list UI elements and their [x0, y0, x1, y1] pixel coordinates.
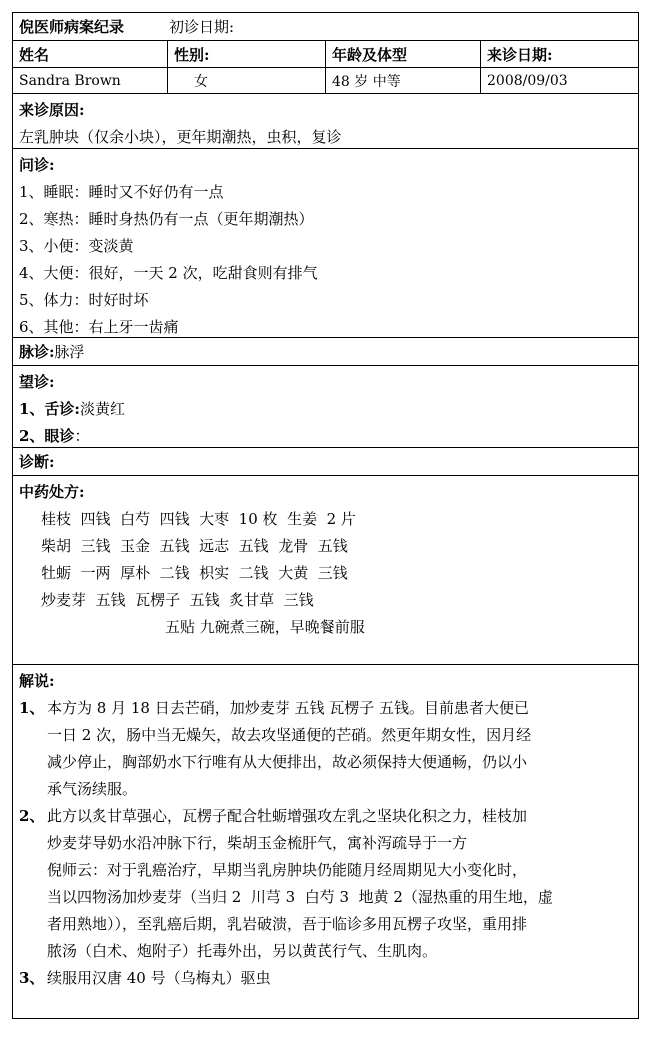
first-visit-date-label: 初诊日期:: [169, 18, 235, 36]
patient-age-build: 48 岁 中等: [326, 68, 481, 93]
diagnosis-section: [12, 448, 639, 476]
title-row: [12, 12, 639, 41]
explanation-number: 1、: [19, 699, 45, 717]
inquiry-item: 4、大便：很好，一天 2 次，吃甜食则有排气: [19, 264, 318, 282]
explanation-line: 减少停止，胸部奶水下行唯有从大便排出，故必须保持大便通畅，仍以小: [47, 753, 528, 771]
reason-label: 来诊原因:: [19, 101, 85, 119]
explanation-label: 解说:: [19, 672, 55, 690]
inquiry-item: 6、其他：右上牙一齿痛: [19, 318, 179, 336]
explanation-line: 者用熟地）），至乳癌后期，乳岩破溃，吾于临诊多用瓦楞子攻坚，重用排: [47, 915, 528, 933]
prescription-line: 柴胡 三钱 玉金 五钱 远志 五钱 龙骨 五钱: [41, 537, 348, 555]
prescription-line: 牡蛎 一两 厚朴 二钱 枳实 二钱 大黄 三钱: [41, 564, 348, 582]
explanation-line: 脓汤（白术、炮附子）托毒外出，另以黄芪行气、生肌肉。: [47, 942, 438, 960]
pulse-label: 脉诊:: [19, 343, 55, 361]
eye-label: 2、眼诊: [19, 427, 75, 445]
inquiry-item: 5、体力：时好时坏: [19, 291, 149, 309]
pulse-section: [12, 338, 639, 366]
reason-text: 左乳肿块（仅余小块），更年期潮热，虫积，复诊: [19, 128, 342, 146]
explanation-line: 倪师云：对于乳癌治疗，早期当乳房肿块仍能随月经周期见大小变化时，: [47, 861, 528, 879]
patient-name: Sandra Brown: [13, 68, 168, 93]
explanation-section: [12, 665, 639, 1019]
explanation-line: 续服用汉唐 40 号（乌梅丸）驱虫: [47, 969, 271, 987]
prescription-line: 桂枝 四钱 白芍 四钱 大枣 10 枚 生姜 2 片: [41, 510, 356, 528]
explanation-line: 承气汤续服。: [47, 780, 138, 798]
explanation-item-1: [19, 695, 632, 803]
explanation-number: 3、: [19, 969, 45, 987]
observation-section: [12, 366, 639, 448]
case-record-sheet: [12, 12, 639, 1019]
inquiry-item: 3、小便：变淡黄: [19, 237, 134, 255]
observation-label: 望诊:: [19, 373, 55, 391]
info-header-row: [12, 41, 639, 68]
reason-section: [12, 94, 639, 149]
diagnosis-label: 诊断:: [19, 453, 55, 471]
explanation-number: 2、: [19, 807, 45, 825]
name-header: 姓名: [13, 41, 168, 67]
explanation-item-3: [19, 965, 632, 992]
age-build-header: 年龄及体型: [326, 41, 481, 67]
inquiry-item: 1、睡眠：睡时又不好仍有一点: [19, 183, 224, 201]
explanation-line: 一日 2 次，肠中当无燥矢，故去攻坚通便的芒硝。然更年期女性，因月经: [47, 726, 532, 744]
info-value-row: [12, 68, 639, 94]
gender-header: 性别:: [168, 41, 326, 67]
tongue-label: 1、舌诊:: [19, 400, 80, 418]
visit-date: 2008/09/03: [487, 72, 568, 89]
explanation-line: 此方以炙甘草强心，瓦楞子配合牡蛎增强攻左乳之坚块化积之力，桂枝加: [47, 807, 528, 825]
patient-gender: 女: [168, 68, 326, 93]
eye-text: ：: [74, 427, 90, 445]
prescription-label: 中药处方:: [19, 483, 85, 501]
explanation-line: 当以四物汤加炒麦芽（当归 2 川芎 3 白芍 3 地黄 2（湿热重的用生地，虚: [47, 888, 553, 906]
visit-date-header: 来诊日期:: [487, 45, 553, 64]
prescription-instructions: 五贴 九碗煮三碗，早晚餐前服: [165, 618, 365, 636]
tongue-text: 淡黄红: [79, 400, 125, 418]
inquiry-item: 2、寒热：睡时身热仍有一点（更年期潮热）: [19, 210, 314, 228]
pulse-text: 脉浮: [54, 343, 85, 361]
record-title: 倪医师病案纪录: [19, 18, 125, 36]
prescription-section: [12, 476, 639, 665]
inquiry-label: 问诊:: [19, 156, 55, 174]
prescription-line: 炒麦芽 五钱 瓦楞子 五钱 炙甘草 三钱: [41, 591, 314, 609]
explanation-item-2: [19, 803, 632, 965]
explanation-line: 炒麦芽导奶水沿冲脉下行，柴胡玉金梳肝气，寓补泻疏导于一方: [47, 834, 468, 852]
explanation-line: 本方为 8 月 18 日去芒硝，加炒麦芽 五钱 瓦楞子 五钱。目前患者大便已: [47, 699, 530, 717]
inquiry-section: [12, 149, 639, 338]
